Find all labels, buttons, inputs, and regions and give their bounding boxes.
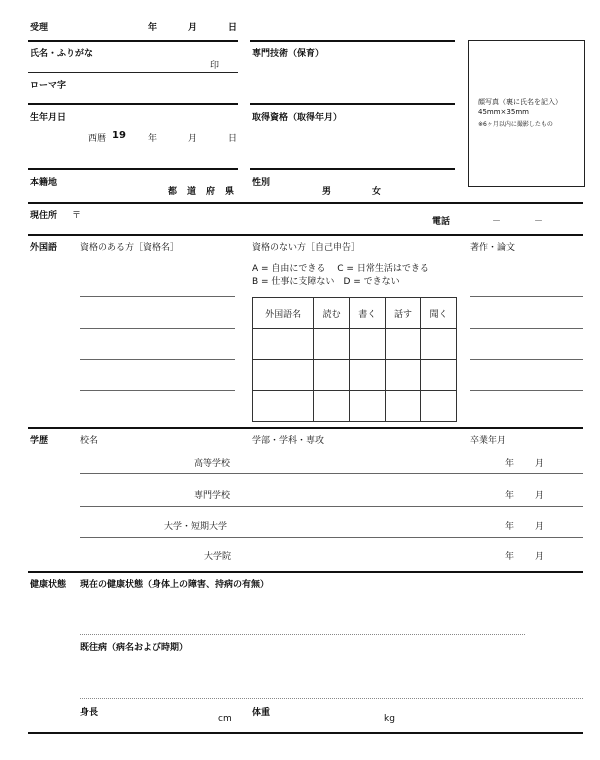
- language-table-header: [253, 298, 457, 329]
- era-label: 西暦: [88, 134, 107, 144]
- romaji-field[interactable]: [28, 103, 238, 105]
- language-cell[interactable]: [253, 360, 314, 391]
- received-year-label: 年: [148, 23, 158, 33]
- legend-line-2: B = 仕事に支障ない D = できない: [252, 277, 400, 287]
- prefecture-suffix-do: 道: [187, 187, 197, 197]
- education-row-line[interactable]: [80, 473, 583, 474]
- listen-cell[interactable]: [421, 391, 457, 422]
- romaji-label: ローマ字: [30, 81, 67, 91]
- photo-note: ※6ヶ月以内に撮影したもの: [478, 121, 553, 128]
- write-cell[interactable]: [349, 391, 385, 422]
- write-cell[interactable]: [349, 360, 385, 391]
- gender-male[interactable]: 男: [322, 187, 332, 197]
- received-day-label: 日: [228, 23, 238, 33]
- listen-cell[interactable]: [421, 329, 457, 360]
- school-label: 校名: [80, 436, 99, 446]
- read-cell[interactable]: [314, 391, 350, 422]
- listen-cell[interactable]: [421, 360, 457, 391]
- phone-separator: －: [492, 217, 502, 227]
- domicile-label: 本籍地: [30, 178, 58, 188]
- listen-header: 聞く: [421, 298, 457, 329]
- grad-month-label: 月: [535, 522, 545, 532]
- seal-mark: 印: [210, 61, 220, 71]
- school-university: 大学・短期大学: [164, 522, 228, 532]
- write-cell[interactable]: [349, 329, 385, 360]
- name-label: 氏名・ふりがな: [30, 49, 94, 59]
- table-row: [253, 329, 457, 360]
- height-unit: cm: [218, 714, 232, 724]
- gender-label: 性別: [252, 178, 271, 188]
- works-label: 著作・論文: [470, 243, 516, 253]
- weight-label: 体重: [252, 708, 271, 718]
- speak-header: 話す: [385, 298, 421, 329]
- phone-separator: －: [534, 217, 544, 227]
- certified-line[interactable]: [80, 296, 235, 297]
- legend-line-1: A = 自由にできる C = 日常生活はできる: [252, 264, 429, 274]
- works-line[interactable]: [470, 296, 583, 297]
- postal-mark: 〒: [72, 211, 82, 221]
- table-row: [253, 360, 457, 391]
- birth-field[interactable]: [28, 168, 238, 170]
- height-label: 身長: [80, 708, 99, 718]
- name-field[interactable]: [28, 72, 238, 73]
- language-name-header: 外国語名: [253, 298, 314, 329]
- grad-year-label: 年: [505, 552, 515, 562]
- divider: [28, 571, 583, 573]
- grad-month-label: 月: [535, 552, 545, 562]
- prefecture-suffix-to: 都: [168, 187, 178, 197]
- education-section-label: 学歴: [30, 436, 49, 446]
- works-line[interactable]: [470, 390, 583, 391]
- school-graduate: 大学院: [204, 552, 232, 562]
- read-cell[interactable]: [314, 360, 350, 391]
- past-illness-label: 既往病（病名および時期）: [80, 643, 189, 653]
- language-section-label: 外国語: [30, 243, 58, 253]
- specialty-label: 専門技術（保育）: [252, 49, 325, 59]
- table-row: [253, 391, 457, 422]
- photo-size: 45mm×35mm: [478, 108, 529, 116]
- divider: [28, 427, 583, 429]
- birth-day-label: 日: [228, 134, 238, 144]
- gender-female[interactable]: 女: [372, 187, 382, 197]
- divider: [250, 40, 455, 42]
- specialty-field[interactable]: [250, 103, 455, 105]
- photo-instruction: 顔写真（裏に氏名を記入）: [478, 98, 562, 106]
- birth-year-label: 年: [148, 134, 158, 144]
- qualification-field[interactable]: [250, 168, 455, 170]
- qualification-label: 取得資格（取得年月）: [252, 113, 343, 123]
- address-field[interactable]: [28, 234, 583, 236]
- era-year: 19: [112, 130, 126, 141]
- divider: [28, 40, 238, 42]
- health-section-label: 健康状態: [30, 580, 67, 590]
- current-health-label: 現在の健康状態（身体上の障害、持病の有無）: [80, 580, 270, 590]
- certified-line[interactable]: [80, 328, 235, 329]
- current-health-field[interactable]: [80, 634, 525, 635]
- weight-unit: kg: [384, 714, 395, 724]
- graduation-label: 卒業年月: [470, 436, 507, 446]
- certified-label: 資格のある方［資格名］: [80, 243, 180, 253]
- certified-line[interactable]: [80, 359, 235, 360]
- speak-cell[interactable]: [385, 391, 421, 422]
- read-cell[interactable]: [314, 329, 350, 360]
- grad-year-label: 年: [505, 522, 515, 532]
- works-line[interactable]: [470, 328, 583, 329]
- self-assessment-label: 資格のない方［自己申告］: [252, 243, 361, 253]
- language-cell[interactable]: [253, 391, 314, 422]
- prefecture-suffix-ken: 県: [225, 187, 235, 197]
- speak-cell[interactable]: [385, 329, 421, 360]
- divider: [28, 202, 583, 204]
- write-header: 書く: [349, 298, 385, 329]
- certified-line[interactable]: [80, 390, 235, 391]
- address-label: 現住所: [30, 211, 58, 221]
- school-high: 高等学校: [194, 459, 231, 469]
- grad-month-label: 月: [535, 491, 545, 501]
- read-header: 読む: [314, 298, 350, 329]
- education-row-line[interactable]: [80, 537, 583, 538]
- birth-label: 生年月日: [30, 113, 67, 123]
- received-label: 受理: [30, 23, 49, 33]
- grad-year-label: 年: [505, 459, 515, 469]
- language-cell[interactable]: [253, 329, 314, 360]
- past-illness-field[interactable]: [80, 698, 583, 699]
- received-month-label: 月: [188, 23, 198, 33]
- grad-month-label: 月: [535, 459, 545, 469]
- faculty-label: 学部・学科・専攻: [252, 436, 325, 446]
- phone-label: 電話: [432, 217, 451, 227]
- divider: [28, 732, 583, 734]
- education-row-line[interactable]: [80, 506, 583, 507]
- works-line[interactable]: [470, 359, 583, 360]
- birth-month-label: 月: [188, 134, 198, 144]
- prefecture-suffix-fu: 府: [206, 187, 216, 197]
- speak-cell[interactable]: [385, 360, 421, 391]
- language-table: [252, 297, 457, 422]
- grad-year-label: 年: [505, 491, 515, 501]
- school-vocational: 専門学校: [194, 491, 231, 501]
